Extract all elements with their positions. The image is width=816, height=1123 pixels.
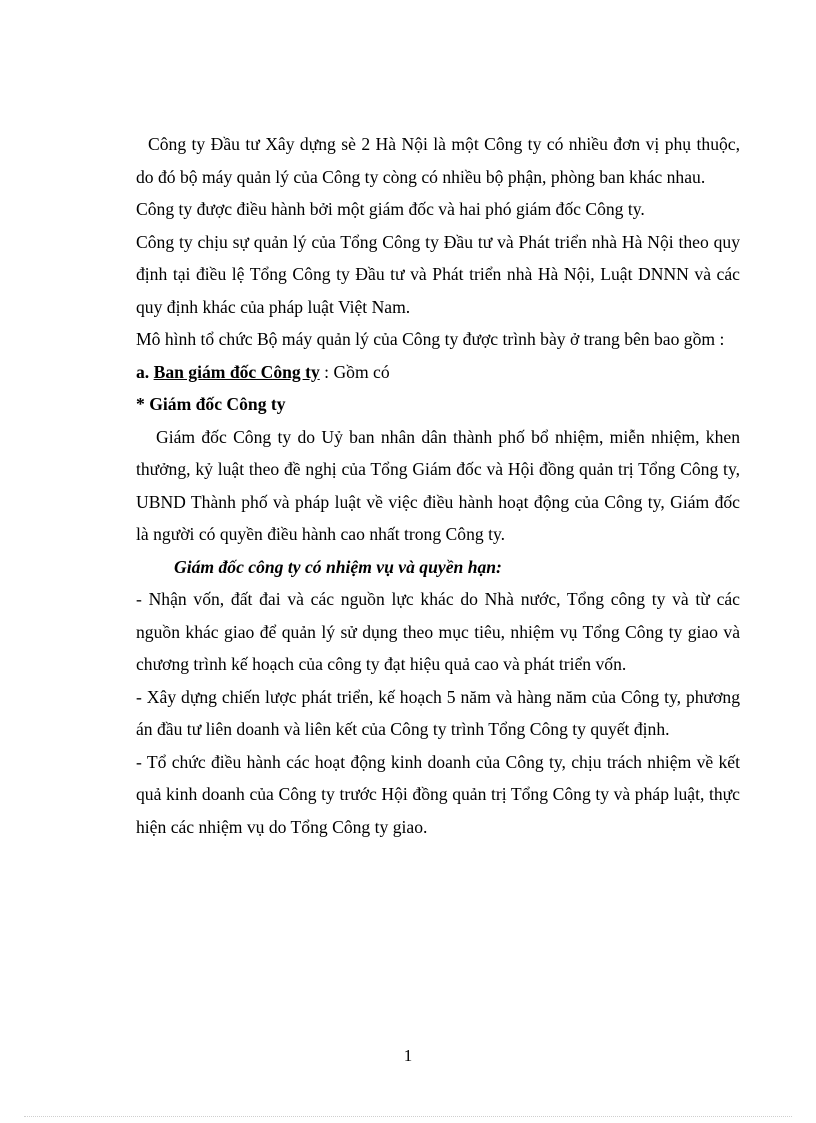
duty-item: - Xây dựng chiến lược phát triển, kế hoạch 5 năm và hàng năm của Công ty, phương án đầu tư liên doanh và liên kết của Công ty trình Tổng Công ty quyết định. (136, 686, 740, 739)
section-a-suffix: : Gồm có (319, 361, 390, 382)
page-bottom-divider (24, 1116, 792, 1117)
duty-item: - Nhận vốn, đất đai và các nguồn lực khác do Nhà nước, Tổng công ty và từ các nguồn khác giao để quản lý sử dụng theo mục tiêu, nhiệm vụ Tổng Công ty giao và chương trình kế hoạch của công ty đạt hiệu quả cao và phát triển vốn. (136, 589, 740, 674)
director-heading: * Giám đốc Công ty (136, 394, 286, 414)
director-paragraph: Giám đốc Công ty do Uỷ ban nhân dân thành phố bổ nhiệm, miễn nhiệm, khen thưởng, kỷ luật theo đề nghị của Tổng Giám đốc và Hội đồng quản trị Tổng Công ty, UBND Thành phố và pháp luật về việc điều hành hoạt động của Công ty, Giám đốc là người có quyền điều hành cao nhất trong Công ty. (136, 426, 740, 544)
section-a-title: Ban giám đốc Công ty (153, 361, 320, 382)
management-paragraph: Công ty được điều hành bởi một giám đốc và hai phó giám đốc Công ty. (136, 199, 645, 219)
section-a-prefix: a. (136, 361, 154, 382)
intro-paragraph: Công ty Đầu tư Xây dựng sè 2 Hà Nội là một Công ty có nhiều đơn vị phụ thuộc, do đó bộ máy quản lý của Công ty còng có nhiều bộ phận, phòng ban khác nhau. (136, 134, 740, 187)
duties-heading: Giám đốc công ty có nhiệm vụ và quyền hạn: (174, 556, 502, 577)
page-number: 1 (403, 1046, 413, 1065)
section-a-heading (136, 356, 740, 389)
duty-item: - Tổ chức điều hành các hoạt động kinh doanh của Công ty, chịu trách nhiệm về kết quả kinh doanh của Công ty trước Hội đồng quản trị Tổng Công ty và pháp luật, thực hiện các nhiệm vụ do Tổng Công ty giao. (136, 751, 740, 837)
org-model-paragraph: Mô hình tổ chức Bộ máy quản lý của Công ty được trình bày ở trang bên bao gồm : (136, 329, 725, 349)
regulation-paragraph: Công ty chịu sự quản lý của Tổng Công ty Đầu tư và Phát triển nhà Hà Nội theo quy định tại điều lệ Tổng Công ty Đầu tư và Phát triển nhà Hà Nội, Luật DNNN và các quy định khác của pháp luật Việt Nam. (136, 231, 740, 317)
document-body (136, 128, 740, 843)
